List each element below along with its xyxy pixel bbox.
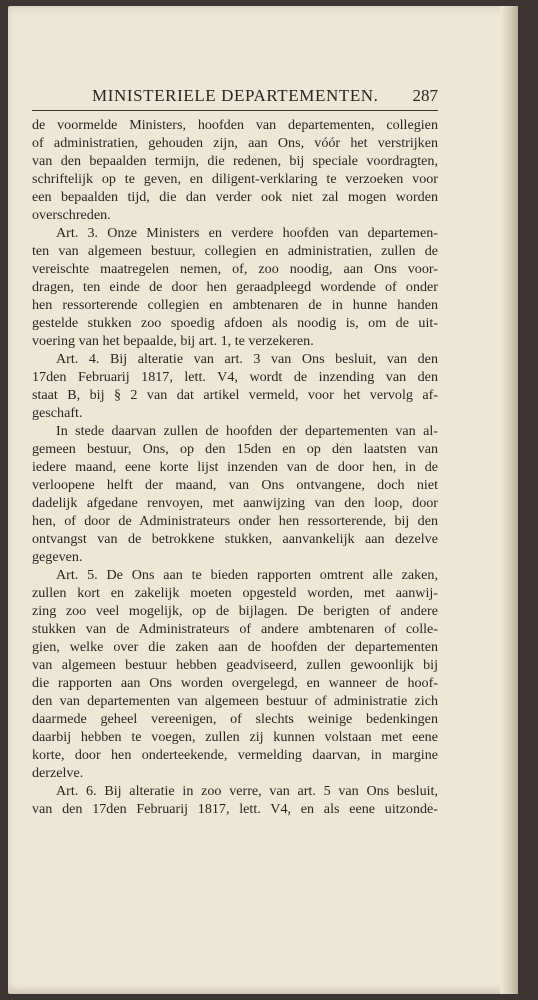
text-line: derzelve. <box>32 765 84 781</box>
page-edge-shadow <box>500 6 518 994</box>
text-line: voering van het bepaalde, bij art. 1, te verzekeren. <box>32 333 314 349</box>
text-line: gestelde stukken zoo spoedig afdoen als noodig is, om de uit- <box>32 315 438 331</box>
text-line: gemeen bestuur, Ons, op den 15den en op den laatsten van <box>32 441 438 457</box>
text-line: geschaft. <box>32 405 83 421</box>
text-line: dadelijk afgedane renvoyen, met aanwijzing van den loop, door <box>32 495 438 511</box>
text-line: verloopene helft der maand, van Ons ontvangene, doch niet <box>32 477 438 493</box>
text-line: stukken van de Administrateurs of andere ambtenaren of colle- <box>32 621 438 637</box>
text-line: van algemeen bestuur hebben geadviseerd, zullen gewoonlijk bij <box>32 657 438 673</box>
text-line: gegeven. <box>32 549 83 565</box>
text-line: van den bepaalden termijn, die redenen, bij speciale voordragten, <box>32 153 438 169</box>
text-line: hen, of door de Administrateurs onder hen ressorterende, bij den <box>32 513 438 529</box>
text-line: zullen kort en zakelijk moeten opgesteld worden, met aanwij- <box>32 585 438 601</box>
text-line: Art. 6. Bij alteratie in zoo verre, van art. 5 van Ons besluit, <box>56 783 438 799</box>
body-text <box>32 116 438 818</box>
text-line: daarbij hebben te voegen, zullen zij kunnen volstaan met eene <box>32 729 438 745</box>
text-line: overschreden. <box>32 207 111 223</box>
page-header <box>32 82 438 111</box>
text-line: ontvangst van de betrokkene stukken, aanvankelijk aan dezelve <box>32 531 438 547</box>
text-line: dragen, ten einde de door hen geraadpleegd wordende of onder <box>32 279 438 295</box>
text-line: ten van algemeen bestuur, collegien en administratien, zullen de <box>32 243 438 259</box>
text-line: daarmede geheel vereenigen, of slechts weinige bedenkingen <box>32 711 438 727</box>
text-line: staat B, bij § 2 van dat artikel vermeld, voor het vervolg af- <box>32 387 438 403</box>
text-line: korte, door hen onderteekende, vermelding daarvan, in margine <box>32 747 438 763</box>
text-line: schriftelijk op te geven, en diligent-verklaring te verzoeken voor <box>32 171 438 187</box>
text-line: Art. 5. De Ons aan te bieden rapporten omtrent alle zaken, <box>56 567 438 583</box>
page-number: 287 <box>412 86 438 105</box>
text-line: of administratien, gehouden zijn, aan Ons, vóór het verstrijken <box>32 135 438 151</box>
running-head: MINISTERIELE DEPARTEMENTEN. <box>92 86 379 105</box>
text-line: van den 17den Februarij 1817, lett. V4, en als eene uitzonde- <box>32 801 438 817</box>
text-line: de voormelde Ministers, hoofden van departementen, collegien <box>32 117 438 133</box>
text-line: Art. 4. Bij alteratie van art. 3 van Ons besluit, van den <box>56 351 438 367</box>
book-page <box>8 6 518 994</box>
text-line: hen ressorterende collegien en ambtenaren de in hunne handen <box>32 297 438 313</box>
text-line: In stede daarvan zullen de hoofden der departementen van al- <box>56 423 438 439</box>
text-line: vereischte maatregelen nemen, of, zoo noodig, aan Ons voor- <box>32 261 438 277</box>
text-line: Art. 3. Onze Ministers en verdere hoofden van departemen- <box>56 225 438 241</box>
text-line: den van departementen van algemeen bestuur of administratie zich <box>32 693 438 709</box>
text-line: gien, welke over die zaken aan de hoofden der departementen <box>32 639 438 655</box>
text-line: een bepaalden tijd, die dan verder ook niet zal mogen worden <box>32 189 438 205</box>
text-line: die rapporten aan Ons worden overgelegd, en wanneer de hoof- <box>32 675 438 691</box>
text-line: 17den Februarij 1817, lett. V4, wordt de inzending van den <box>32 369 438 385</box>
text-line: iedere maand, eene korte lijst inzenden van de door hen, in de <box>32 459 438 475</box>
text-line: zing zoo veel mogelijk, op de bijlagen. De berigten of andere <box>32 603 438 619</box>
